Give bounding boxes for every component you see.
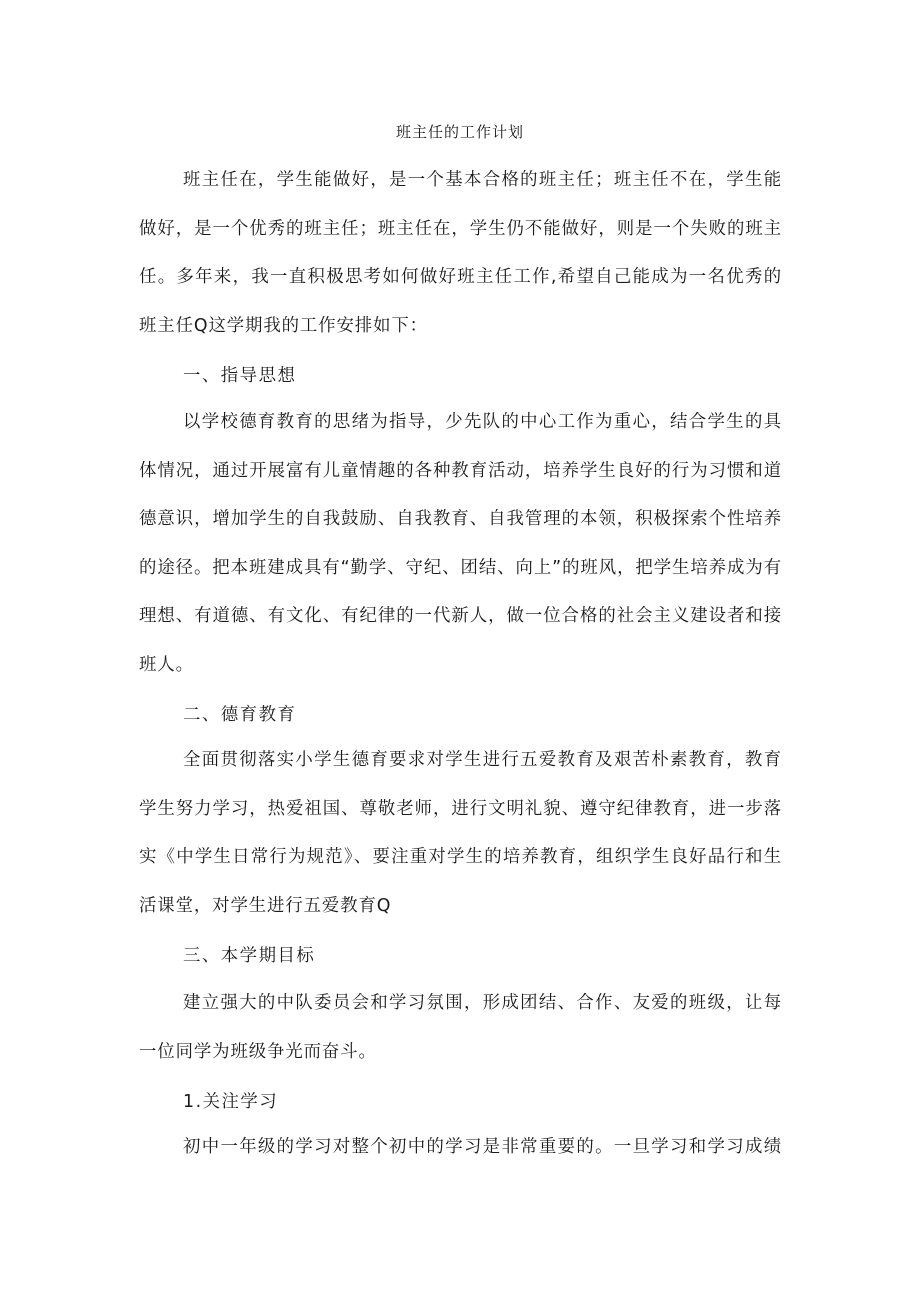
section-heading-semester-goals: 三、本学期目标 [183, 946, 316, 966]
section-body-guiding-thought: 以学校德育教育的思绪为指导，少先队的中心工作为重心，结合学生的具体情况，通过开展富有儿童情趣的各种教育活动，培养学生良好的行为习惯和道德意识，增加学生的自我鼓励、自我教育、自我管理的本领，积极探索个性培养的途径。把本班建成具有“勤学、守纪、团结、向上”的班风，把学生培养成为有理想、有道德、有文化、有纪律的一代新人，做一位合格的社会主义建设者和接班人。 [139, 412, 782, 675]
section-body-semester-goals: 建立强大的中队委员会和学习氛围，形成团结、合作、友爱的班级，让每一位同学为班级争光而奋斗。 [139, 993, 782, 1062]
section-heading-guiding-thought: 一、指导思想 [183, 366, 297, 386]
section-heading-moral-education: 二、德育教育 [183, 705, 297, 725]
subsection-body-focus-learning: 初中一年级的学习对整个初中的学习是非常重要的。一旦学习和学习成绩 [183, 1137, 782, 1157]
section-body-moral-education: 全面贯彻落实小学生德育要求对学生进行五爱教育及艰苦朴素教育，教育学生努力学习，热爱祖国、尊敬老师，进行文明礼貌、遵守纪律教育，进一步落实《中学生日常行为规范》、要注重对学生的培养教育，组织学生良好品行和生活课堂，对学生进行五爱教育Q [139, 750, 782, 916]
intro-paragraph: 班主任在，学生能做好，是一个基本合格的班主任；班主任不在，学生能做好，是一个优秀的班主任；班主任在，学生仍不能做好，则是一个失败的班主任。多年来，我一直积极思考如何做好班主任工作,希望自己能成为一名优秀的班主任Q这学期我的工作安排如下： [139, 170, 782, 336]
document-title: 班主任的工作计划 [395, 123, 524, 141]
subsection-heading-focus-learning: 1.关注学习 [183, 1092, 279, 1112]
